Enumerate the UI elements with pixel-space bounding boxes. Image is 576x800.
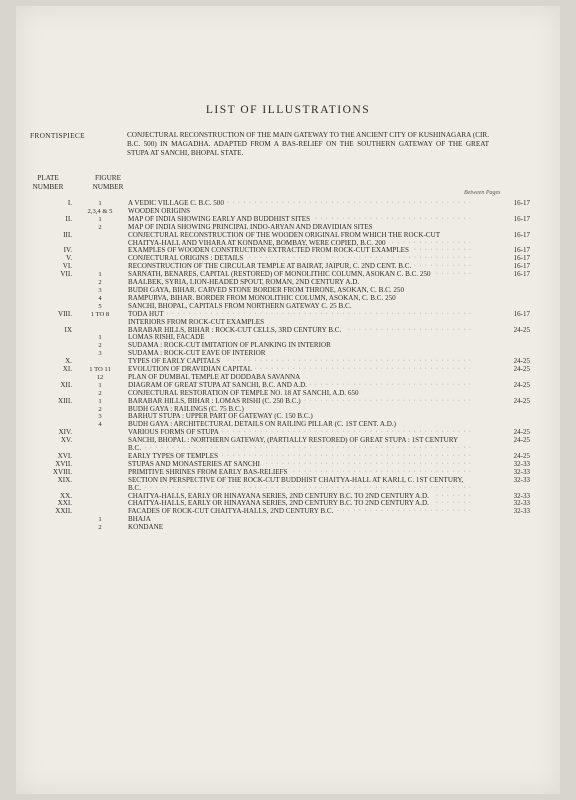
page-range [474, 279, 530, 287]
illustration-title [128, 287, 474, 295]
page-range: 16-17 [513, 214, 530, 223]
list-item [16, 453, 560, 461]
illustration-title [128, 461, 474, 469]
illustration-title [128, 295, 474, 303]
illustration-title-text: MAP OF INDIA SHOWING PRINCIPAL INDO-ARYAN AND DRAVIDIAN SITES [128, 224, 376, 231]
list-item [16, 271, 560, 279]
page-range: 24-25 [513, 452, 530, 460]
figure-number: 1 [98, 215, 102, 223]
figure-number: 3 [98, 413, 102, 421]
figure-number [72, 358, 128, 366]
illustration-title-text: BUDH GAYA : RAILINGS (C. 75 B.C.) [128, 406, 247, 413]
illustration-title [128, 421, 474, 429]
plate-number: XVI. [57, 452, 72, 460]
figure-number: 5 [98, 302, 102, 310]
list-item [16, 350, 560, 358]
illustration-title-text: CONJECTURAL ORIGINS : DETAILS [128, 255, 246, 262]
illustration-title [128, 508, 474, 516]
plate-number [16, 295, 72, 303]
illustration-title-text: BARABAR HILLS, BIHAR : LOMAS RISHI (C. 250 B.C.) [128, 398, 304, 405]
page-range [474, 287, 530, 295]
list-item [16, 461, 560, 469]
list-item [16, 382, 560, 390]
illustration-title [128, 516, 474, 524]
page-range: 24-25 [513, 365, 530, 374]
figure-number [72, 493, 128, 501]
figure-number: 2 [98, 223, 102, 231]
page-range: 24-25 [513, 396, 530, 405]
figure-number [72, 477, 128, 493]
illustration-title-text: SUDAMA : ROCK-CUT IMITATION OF PLANKING IN INTERIOR [128, 342, 334, 349]
page-range: 24-25 [513, 357, 530, 366]
page-range [474, 406, 530, 414]
illustration-title [128, 493, 474, 501]
illustration-title [128, 524, 474, 532]
list-item [16, 500, 560, 508]
figure-number: 1 [98, 334, 102, 342]
page-range [474, 516, 530, 524]
figure-number: 2 [98, 279, 102, 287]
figure-number: 1 TO 11 [89, 366, 111, 374]
illustration-title-text: EXAMPLES OF WOODEN CONSTRUCTION EXTRACTED FROM ROCK-CUT EXAMPLES [128, 247, 412, 254]
plate-number: XXII. [55, 507, 72, 516]
plate-number [16, 208, 72, 216]
list-item [16, 342, 560, 350]
illustration-title-text: STUPAS AND MONASTERIES AT SANCHI [128, 461, 263, 468]
plate-number: X. [65, 357, 72, 366]
plate-number: II. [65, 214, 72, 223]
list-item [16, 469, 560, 477]
plate-number: I. [67, 199, 72, 207]
illustration-title [128, 255, 474, 263]
list-item [16, 358, 560, 366]
illustration-title-text: FACADES OF ROCK-CUT CHAITYA-HALLS, 2ND CENTURY B.C. [128, 508, 336, 515]
figure-number [72, 453, 128, 461]
plate-number: V. [66, 254, 72, 263]
figure-number: 2 [98, 342, 102, 350]
plate-number [16, 516, 72, 524]
illustration-title-text: PRIMITIVE SHRINES FROM EARLY BAS-RELIEFS [128, 469, 290, 476]
plate-number: IV. [63, 246, 72, 255]
illustration-title-text: BHAJA [128, 516, 154, 523]
plate-number [16, 413, 72, 421]
list-item [16, 516, 560, 524]
figure-number [72, 429, 128, 437]
list-item [16, 413, 560, 421]
plate-number [16, 406, 72, 414]
list-item [16, 247, 560, 255]
figure-number: 2 [98, 524, 102, 532]
page-range [474, 295, 530, 303]
page-range: 24-25 [513, 325, 530, 334]
page-range: 16-17 [513, 199, 530, 207]
list-item [16, 524, 560, 532]
page-range: 32-33 [513, 467, 530, 476]
illustration-title [128, 469, 474, 477]
list-item [16, 366, 560, 374]
plate-number [16, 342, 72, 350]
illustration-title-text: BARABAR HILLS, BIHAR : ROCK-CUT CELLS, 3RD CENTURY B.C. [128, 327, 344, 334]
illustration-title-text: A VEDIC VILLAGE C. B.C. 500 [128, 200, 227, 207]
illustration-title [128, 247, 474, 255]
page-range: 32-33 [513, 507, 530, 516]
list-item [16, 263, 560, 271]
page-range: 24-25 [513, 436, 530, 445]
figure-number [72, 255, 128, 263]
page-range: 16-17 [513, 270, 530, 279]
page-range [474, 413, 530, 421]
list-item [16, 508, 560, 516]
plate-number: XIV. [58, 428, 72, 437]
illustration-title-text: CHAITYA-HALLS, EARLY OR HINAYANA SERIES, 2ND CENTURY B.C. TO 2ND CENTURY A.D. [128, 493, 432, 500]
illustration-title-text: VARIOUS FORMS OF STUPA [128, 429, 222, 436]
list-item [16, 208, 560, 216]
plate-number: III. [63, 230, 72, 239]
figure-number: 1 [98, 397, 102, 405]
plate-number: XV. [60, 436, 72, 445]
illustration-title [128, 429, 474, 437]
figure-number-header: FIGURE NUMBER [92, 174, 124, 191]
illustration-title [128, 319, 474, 327]
plate-number: IX [64, 325, 72, 334]
plate-number [16, 287, 72, 295]
plate-number [16, 334, 72, 342]
figure-number: 2 [98, 389, 102, 397]
illustration-title [128, 216, 474, 224]
list-item [16, 232, 560, 248]
list-item [16, 421, 560, 429]
illustration-title [128, 200, 474, 208]
illustration-title [128, 358, 474, 366]
list-item [16, 303, 560, 311]
plate-number: XX. [59, 491, 72, 500]
list-item [16, 287, 560, 295]
page-range: 16-17 [513, 246, 530, 255]
illustration-title-text: DIAGRAM OF GREAT STUPA AT SANCHI, B.C. AND A.D. [128, 382, 310, 389]
illustration-title-text: SANCHI, BHOPAL, CAPITALS FROM NORTHERN GATEWAY C. 25 B.C. [128, 303, 354, 310]
frontispiece-description: CONJECTURAL RECONSTRUCTION OF THE MAIN GATEWAY TO THE ANCIENT CITY OF KUSHINAGARA (CIR. B.C. 500) IN MAGADHA. ADAPTED FROM A BAS-RELIEF ON THE SOUTHERN GATEWAY OF THE GREAT STUPA AT SANCHI, BHOPAL STATE. [127, 131, 489, 157]
illustration-title-text: INTERIORS FROM ROCK-CUT EXAMPLES [128, 319, 267, 326]
figure-number [72, 461, 128, 469]
figure-number: 12 [96, 373, 104, 381]
list-item [16, 224, 560, 232]
list-item [16, 334, 560, 342]
illustration-title-text: CHAITYA-HALLS, EARLY OR HINAYANA SERIES, 2ND CENTURY B.C. TO 2ND CENTURY A.D. [128, 500, 432, 507]
illustration-title [128, 327, 474, 335]
list-item [16, 295, 560, 303]
figure-number: 1 TO 8 [90, 310, 110, 318]
figure-number [72, 508, 128, 516]
illustration-title [128, 232, 474, 248]
figure-number: 1 [98, 381, 102, 389]
plate-number [16, 319, 72, 327]
figure-number [72, 437, 128, 453]
plate-number: VII. [60, 270, 72, 279]
list-item [16, 429, 560, 437]
illustration-title-text: RECONSTRUCTION OF THE CIRCULAR TEMPLE AT BAIRAT, JAIPUR, C. 2ND CENT. B.C. [128, 263, 414, 270]
list-item [16, 390, 560, 398]
plate-number: XVII. [55, 459, 72, 468]
page-range: 32-33 [513, 475, 530, 484]
illustration-title [128, 224, 474, 232]
illustration-title [128, 374, 474, 382]
frontispiece-label: FRONTISPIECE [30, 131, 85, 140]
list-item [16, 327, 560, 335]
list-item [16, 477, 560, 493]
page-range: 32-33 [513, 499, 530, 508]
illustration-title-text: BAALBEK, SYRIA, LION-HEADED SPOUT, ROMAN, 2ND CENTURY A.D. [128, 279, 362, 286]
page-range: 16-17 [513, 262, 530, 271]
illustration-title [128, 208, 474, 216]
page-title: LIST OF ILLUSTRATIONS [205, 104, 371, 116]
illustration-title-text: PLAN OF DUMBAL TEMPLE AT DODDABA SAVANNA [128, 374, 303, 381]
page-range [474, 342, 530, 350]
figure-number: 1 [98, 516, 102, 524]
illustration-title [128, 342, 474, 350]
plate-number-header: PLATE NUMBER [32, 174, 64, 191]
illustration-title-text: EVOLUTION OF DRAVIDIAN CAPITAL [128, 366, 255, 373]
page-range: 24-25 [513, 380, 530, 389]
illustration-title [128, 382, 474, 390]
illustration-title-text: SUDAMA : ROCK-CUT EAVE OF INTERIOR [128, 350, 269, 357]
plate-number: VI. [62, 262, 72, 271]
illustration-title-text: KONDANE [128, 524, 166, 531]
illustration-title [128, 311, 474, 319]
illustration-title [128, 350, 474, 358]
illustration-title [128, 303, 474, 311]
illustration-title-text: TODA HUT [128, 311, 167, 318]
list-item [16, 200, 560, 208]
illustration-title-text: RAMPURVA, BIHAR. BORDER FROM MONOLITHIC COLUMN, ASOKAN, C. B.C. 250 [128, 295, 399, 302]
between-pages-header: Between Pages [464, 190, 501, 196]
illustration-title-text: BUDH GAYA : ARCHITECTURAL DETAILS ON RAILING PILLAR (C. 1ST CENT. A.D.) [128, 421, 399, 428]
list-item [16, 319, 560, 327]
plate-number [16, 279, 72, 287]
plate-number: XXI. [57, 499, 72, 508]
illustration-title-text: CONJECTURAL RESTORATION OF TEMPLE NO. 18 AT SANCHI, A.D. 650 [128, 390, 362, 397]
illustration-title [128, 271, 474, 279]
illustration-title [128, 263, 474, 271]
plate-number [16, 350, 72, 358]
plate-number: XI. [62, 365, 72, 374]
list-item [16, 493, 560, 501]
figure-number: 4 [98, 421, 102, 429]
page-range: 32-33 [513, 491, 530, 500]
illustration-title-text: EARLY TYPES OF TEMPLES [128, 453, 221, 460]
list-item [16, 374, 560, 382]
figure-number [72, 247, 128, 255]
illustration-title-text: MAP OF INDIA SHOWING EARLY AND BUDDHIST SITES [128, 216, 313, 223]
illustration-title [128, 437, 474, 453]
illustration-title [128, 334, 474, 342]
plate-number: XIX. [57, 475, 72, 484]
illustration-title-text: WOODEN ORIGINS [128, 208, 193, 215]
illustration-title-text: SARNATH, BENARES, CAPITAL (RESTORED) OF MONOLITHIC COLUMN, ASOKAN C. B.C. 250 [128, 271, 434, 278]
page-range [474, 334, 530, 342]
page-range: 16-17 [513, 230, 530, 239]
list-item [16, 398, 560, 406]
illustration-title [128, 477, 474, 493]
plate-number [16, 524, 72, 532]
plate-number: XII. [60, 380, 72, 389]
illustration-title [128, 413, 474, 421]
list-item [16, 216, 560, 224]
figure-number: 1 [98, 271, 102, 279]
figure-number: 2 [98, 405, 102, 413]
figure-number [72, 327, 128, 335]
figure-number: 3 [98, 286, 102, 294]
figure-number: 1 [98, 200, 102, 207]
illustration-title-text: CONJECTURAL RECONSTRUCTION OF THE WOODEN ORIGINAL FROM WHICH THE ROCK-CUT CHAITYA-HALL AND VIHARA AT KONDANE, BOMBAY, WERE COPIED, B.C. 200 [128, 231, 441, 247]
book-page [16, 6, 560, 794]
page-range [474, 524, 530, 532]
illustration-title [128, 279, 474, 287]
illustration-title-text: BUDH GAYA, BIHAR. CARVED STONE BORDER FROM THRONE, ASOKAN, C. B.C. 250 [128, 287, 407, 294]
figure-number: 2,3,4 & 5 [87, 207, 113, 215]
figure-number: 3 [98, 350, 102, 358]
illustration-title [128, 406, 474, 414]
figure-number [72, 263, 128, 271]
list-item [16, 437, 560, 453]
illustration-title-text: LOMAS RISHI, FACADE [128, 334, 208, 341]
list-item [16, 255, 560, 263]
page-range: 16-17 [513, 309, 530, 318]
page-range: 16-17 [513, 254, 530, 263]
illustration-title-text: SECTION IN PERSPECTIVE OF THE ROCK-CUT BUDDHIST CHAITYA-HALL AT KARLI, C. 1ST CENTURY, B.C. [128, 476, 464, 492]
page-range: 32-33 [513, 459, 530, 468]
illustration-title-text: SANCHI, BHOPAL : NORTHERN GATEWAY, (PARTIALLY RESTORED) OF GREAT STUPA : 1ST CENTURY B.C. [128, 437, 459, 453]
illustrations-list [16, 200, 560, 532]
illustration-title [128, 390, 474, 398]
page-range: 24-25 [513, 428, 530, 437]
list-item [16, 311, 560, 319]
illustration-title-text: BARHUT STUPA : UPPER PART OF GATEWAY (C. 150 B.C.) [128, 413, 316, 420]
figure-number [72, 500, 128, 508]
list-item [16, 406, 560, 414]
plate-number: VIII. [58, 309, 72, 318]
illustration-title [128, 453, 474, 461]
illustration-title [128, 366, 474, 374]
figure-number [72, 469, 128, 477]
illustration-title [128, 500, 474, 508]
figure-number: 4 [98, 294, 102, 302]
illustration-title-text: TYPES OF EARLY CAPITALS [128, 358, 223, 365]
plate-number: XVIII. [52, 467, 72, 476]
figure-number [72, 232, 128, 248]
list-item [16, 279, 560, 287]
illustration-title [128, 398, 474, 406]
plate-number: XIII. [58, 396, 72, 405]
figure-number [72, 319, 128, 327]
